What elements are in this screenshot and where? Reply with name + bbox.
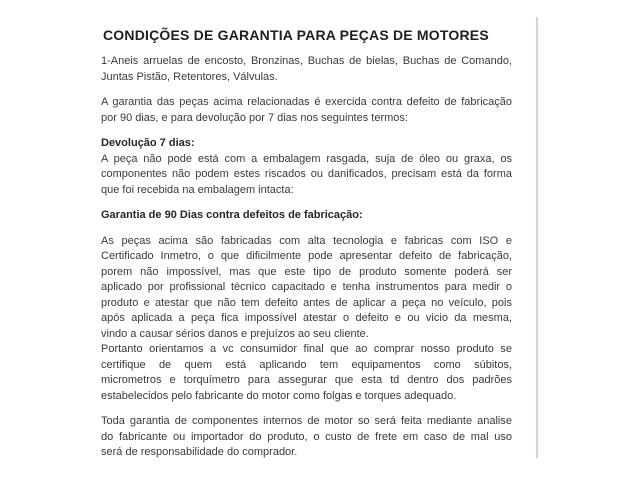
text-line: 1-Aneis arruelas de encosto, Bronzinas, Buchas de bielas, Buchas de Comando, bbox=[101, 55, 512, 67]
page-title: CONDIÇÕES DE GARANTIA PARA PEÇAS DE MOTORES bbox=[103, 27, 489, 43]
page-edge-line bbox=[536, 17, 538, 458]
paragraph bbox=[101, 54, 512, 85]
text-line: A garantia das peças acima relacionadas é exercida contra defeito de fabricação bbox=[101, 96, 512, 108]
text-line: vindo a causar sérios danos e prejuízos ao seu cliente. bbox=[101, 327, 369, 340]
text-line: Portanto orientamos a vc consumidor final que ao comprar nosso produto se bbox=[101, 343, 512, 355]
document-blocks bbox=[101, 54, 512, 461]
text-line: A peça não pode está com a embalagem rasgada, suja de óleo ou graxa, os bbox=[101, 152, 512, 165]
text-line: Juntas Pistão, Retentores, Válvulas. bbox=[101, 70, 278, 83]
paragraph bbox=[101, 234, 512, 405]
text-line: após aplicada a peça fica impossível atestar o defeito e ou vicio da mesma, bbox=[101, 312, 512, 324]
section-heading bbox=[101, 208, 512, 224]
text-line: será de responsabilidade do comprador. bbox=[101, 446, 298, 458]
text-line: As peças acima são fabricadas com alta tecnologia e fabricas com ISO e bbox=[101, 234, 512, 247]
text-line: componentes não podem estes riscados ou danificados, precisam está da forma bbox=[101, 168, 512, 180]
text-line: micrometros e torquímetro para assegurar que esta td dentro dos padrões bbox=[101, 374, 512, 386]
text-line: Certificado Inmetro, o que dificilmente pode apresentar defeito de fabricação, bbox=[101, 250, 512, 262]
document-content bbox=[101, 0, 512, 461]
text-line: porem não impossível, mas que este tipo de produto somente poderá ser bbox=[101, 265, 512, 278]
text-line: certifique de quem está aplicando tem equipamentos como súbitos, bbox=[101, 358, 512, 371]
heading-line: Devolução 7 dias: bbox=[101, 137, 195, 149]
text-line: por 90 dias, e para devolução por 7 dias nos seguintes termos: bbox=[101, 111, 408, 124]
paragraph bbox=[101, 95, 512, 126]
text-line: Toda garantia de componentes internos de motor so será feita mediante analise bbox=[101, 415, 512, 427]
text-line: do fabricante ou importador do produto, o custo de frete em caso de mal uso bbox=[101, 430, 512, 443]
text-line: que foi recebida na embalagem intacta: bbox=[101, 183, 294, 196]
paragraph bbox=[101, 136, 512, 198]
paragraph bbox=[101, 414, 512, 461]
heading-line: Garantia de 90 Dias contra defeitos de fabricação: bbox=[101, 209, 363, 221]
text-line: aplicado por profissional técnico capacitado e tenha instrumentos para medir o bbox=[101, 281, 512, 293]
text-line: estabelecidos pelo fabricante do motor como folgas e torques adequado. bbox=[101, 389, 457, 402]
text-line: produto e atestar que não tem defeito antes de aplicar a peça no veículo, pois bbox=[101, 296, 512, 309]
